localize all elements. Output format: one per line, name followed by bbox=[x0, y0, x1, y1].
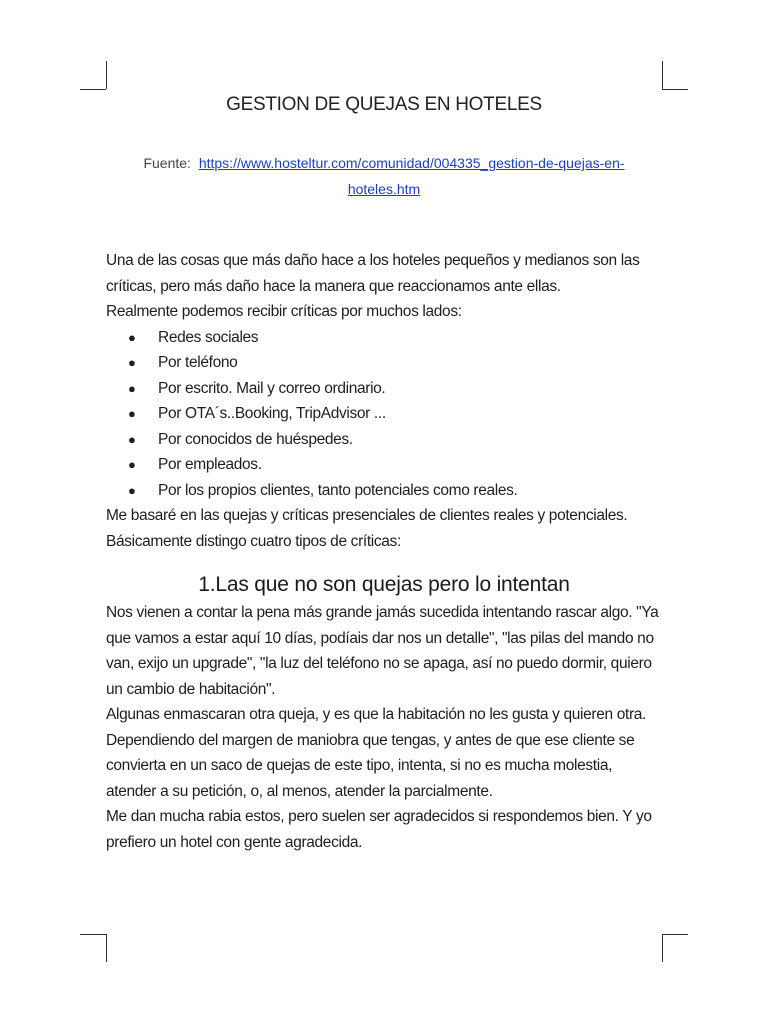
list-item: ● Por OTA´s..Booking, TripAdvisor ... bbox=[106, 401, 662, 427]
intro-paragraph: Realmente podemos recibir críticas por muchos lados: bbox=[106, 303, 462, 320]
list-item: ● Por conocidos de huéspedes. bbox=[106, 427, 662, 453]
section-heading: 1.Las que no son quejas pero lo intentan bbox=[198, 573, 570, 596]
channels-list bbox=[106, 325, 662, 504]
section-paragraph: Nos vienen a contar la pena más grande jamás sucedida intentando rascar algo. "Ya que vamos a estar aquí 10 días, podíais dar nos un detalle", "las pilas del mando no van, exijo un upgrade", "la luz del teléfono no se apaga, así no puedo dormir, quiero un cambio de habitación". bbox=[106, 604, 659, 698]
list-item: ● Redes sociales bbox=[106, 325, 662, 351]
list-item: ● Por los propios clientes, tanto potenciales como reales. bbox=[106, 478, 662, 504]
bullet-icon: ● bbox=[128, 431, 136, 447]
body-paragraph: Básicamente distingo cuatro tipos de críticas: bbox=[106, 532, 401, 550]
bullet-icon: ● bbox=[128, 380, 136, 396]
bullet-icon: ● bbox=[128, 482, 136, 498]
bullet-icon: ● bbox=[128, 406, 136, 421]
section-paragraph: Dependiendo del margen de maniobra que tengas, y antes de que ese cliente se convierta en un saco de quejas de este tipo, intenta, si no es mucha molestia, atender a su petición, o, al menos, atender la parcialmente. bbox=[106, 731, 635, 800]
bullet-icon: ● bbox=[128, 457, 136, 472]
list-item: ● Por teléfono bbox=[106, 350, 662, 376]
list-item: ● Por escrito. Mail y correo ordinario. bbox=[106, 376, 662, 402]
bullet-icon: ● bbox=[128, 355, 136, 370]
bullet-icon: ● bbox=[128, 329, 136, 345]
document-title: GESTION DE QUEJAS EN HOTELES bbox=[226, 94, 542, 115]
document-body bbox=[106, 248, 662, 855]
source-link[interactable]: https://www.hosteltur.com/comunidad/004335_gestion-de-quejas-en-hoteles.htm bbox=[198, 155, 625, 197]
intro-paragraph: Una de las cosas que más daño hace a los hoteles pequeños y medianos son las críticas, pero más daño hace la manera que reaccionamos ante ellas. bbox=[106, 252, 640, 295]
section-paragraph: Algunas enmascaran otra queja, y es que la habitación no les gusta y quieren otra. bbox=[106, 706, 646, 723]
source-line bbox=[120, 150, 648, 202]
list-item: ● Por empleados. bbox=[106, 452, 662, 478]
section-body bbox=[106, 600, 662, 855]
body-paragraph: Me basaré en las quejas y críticas presenciales de clientes reales y potenciales. bbox=[106, 507, 628, 524]
source-label: Fuente: bbox=[143, 155, 191, 171]
section-paragraph: Me dan mucha rabia estos, pero suelen ser agradecidos si respondemos bien. Y yo prefiero un hotel con gente agradecida. bbox=[106, 808, 652, 851]
